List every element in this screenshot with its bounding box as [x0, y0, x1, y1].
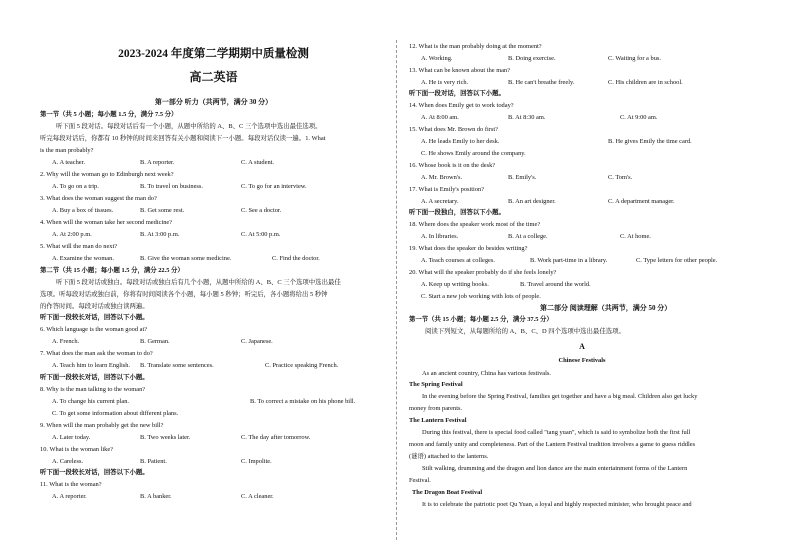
q16-stem: 16. Whose book is it on the desk?: [409, 162, 496, 169]
q6-option-b: B. German.: [140, 338, 170, 345]
q11-option-c: C. A cleaner.: [241, 493, 274, 500]
q15-option-a: A. He leads Emily to her desk.: [421, 138, 500, 145]
q11-option-a: A. A reporter.: [52, 493, 87, 500]
dragon-text-1: It is to celebrate the patriotic poet Qu Yuan, a loyal and highly respected minister, who brought peace and: [422, 501, 692, 508]
q14-stem: 14. When does Emily get to work today?: [409, 102, 514, 109]
q1-option-c: C. A student.: [241, 159, 275, 166]
dragon-boat-heading: The Dragon Boat Festival: [412, 489, 483, 496]
q15-stem: 15. What does Mr. Brown do first?: [409, 126, 498, 133]
q20-stem: 20. What will the speaker probably do if she feels lonely?: [409, 269, 557, 276]
lantern-text-2: moon and family unity and completeness. Part of the Lantern Festival tradition involves a game to guess riddles: [409, 441, 696, 448]
q5-option-a: A. Examine the woman.: [52, 255, 114, 262]
q1-option-b: B. A reporter.: [140, 159, 175, 166]
lantern-festival-heading: The Lantern Festival: [409, 417, 467, 424]
part2-section1-heading: 第一节（共 15 小题；每小题 2.5 分，满分 37.5 分）: [409, 316, 553, 323]
q16-option-b: B. Emily's.: [508, 174, 537, 181]
q7-stem: 7. What does the man ask the woman to do?: [40, 350, 153, 357]
q10-option-b: B. Patient.: [140, 458, 167, 465]
lantern-text-5: Festival.: [409, 477, 431, 484]
q8-option-b: B. To correct a mistake on his phone bill.: [250, 398, 356, 405]
q12-option-b: B. Doing exercise.: [508, 55, 556, 62]
dialogue10-note: 听下面一段对话，回答以下小题。: [409, 90, 505, 97]
q20-option-b: B. Travel around the world.: [520, 281, 591, 288]
dialogue6-note: 听下面一段较长对话，回答以下小题。: [40, 314, 149, 321]
q2-option-c: C. To go for an interview.: [241, 183, 307, 190]
q6-stem: 6. Which language is the woman good at?: [40, 326, 148, 333]
exam-title: 2023-2024 年度第二学期期中质量检测: [118, 48, 309, 60]
q13-stem: 13. What can be known about the man?: [409, 67, 511, 74]
section1-heading: 第一节（共 5 小题；每小题 1.5 分，满分 7.5 分）: [40, 111, 178, 118]
q9-option-b: B. Two weeks later.: [140, 434, 191, 441]
q11-stem: 11. What is the woman?: [40, 481, 102, 488]
column-divider: [396, 40, 397, 540]
spring-text-2: money from parents.: [409, 405, 463, 412]
part2-heading: 第二部分 阅读理解（共两节，满分 50 分）: [540, 304, 672, 312]
q10-option-c: C. Impolite.: [241, 458, 272, 465]
q15-option-c: C. He shows Emily around the company.: [421, 150, 526, 157]
q13-option-a: A. He is very rich.: [421, 79, 469, 86]
exam-subtitle: 高二英语: [189, 70, 238, 84]
q18-option-c: C. At home.: [620, 233, 651, 240]
q20-option-a: A. Keep up writing books.: [421, 281, 489, 288]
q18-option-a: A. In libraries.: [421, 233, 459, 240]
q7-option-c: C. Practice speaking French.: [265, 362, 339, 369]
q9-stem: 9. When will the man probably get the new bill?: [40, 422, 164, 429]
q9-option-c: C. The day after tomorrow.: [241, 434, 311, 441]
q10-option-a: A. Careless.: [52, 458, 84, 465]
q16-option-a: A. Mr. Brown's.: [421, 174, 463, 181]
q3-option-b: B. Get some rest.: [140, 207, 185, 214]
q18-stem: 18. Where does the speaker work most of the time?: [409, 221, 541, 228]
q12-option-c: C. Waiting for a bus.: [608, 55, 661, 62]
q14-option-c: C. At 9:00 am.: [620, 114, 658, 121]
section1-instruction-2: 听完每段对话后，你都有 10 秒钟的时间来回答有关小题和阅读下一小题。每段对话仅读一遍。1. What: [40, 135, 326, 142]
q17-stem: 17. What is Emily's position?: [409, 186, 485, 193]
lantern-text-1: During this festival, there is special food called "tang yuan", which is said to symbolize both the first full: [422, 429, 691, 436]
section1-instruction-3: is the man probably?: [40, 147, 94, 154]
q9-option-a: A. Later today.: [52, 434, 91, 441]
q5-option-c: C. Find the doctor.: [272, 255, 320, 262]
section2-heading: 第二节（共 15 小题；每小题 1.5 分，满分 22.5 分）: [40, 267, 184, 274]
part1-heading: 第一部分 听力（共两节，满分 30 分）: [154, 98, 273, 106]
q8-stem: 8. Why is the man talking to the woman?: [40, 386, 146, 393]
q8-option-c: C. To get some information about different plans.: [52, 410, 179, 417]
q13-option-b: B. He can't breathe freely.: [508, 79, 575, 86]
q10-stem: 10. What is the woman like?: [40, 446, 114, 453]
q12-option-a: A. Working.: [421, 55, 453, 62]
q1-option-a: A. A teacher.: [52, 159, 86, 166]
spring-text-1: In the evening before the Spring Festival, families get together and have a big meal. Children also get lucky: [422, 393, 698, 400]
q4-option-a: A. At 2:00 p.m.: [52, 231, 92, 238]
q19-option-c: C. Type letters for other people.: [636, 257, 718, 264]
q6-option-c: C. Japanese.: [241, 338, 273, 345]
q18-option-b: B. At a college.: [508, 233, 548, 240]
passage-intro: As an ancient country, China has various festivals.: [422, 370, 551, 377]
section1-instruction-1: 听下面 5 段对话。每段对话后有一个小题，从题中所给的 A、B、C 三个选项中选出最佳选项。: [56, 123, 322, 130]
q4-stem: 4. When will the woman take her second medicine?: [40, 219, 173, 226]
passage-title: Chinese Festivals: [558, 357, 606, 364]
q15-option-b: B. He gives Emily the time card.: [608, 138, 692, 145]
q12-stem: 12. What is the man probably doing at the moment?: [409, 43, 542, 50]
q17-option-a: A. A secretary.: [421, 198, 459, 205]
q3-option-a: A. Buy a box of tissues.: [52, 207, 114, 214]
dialogue9-note: 听下面一段较长对话，回答以下小题。: [40, 469, 149, 476]
q2-stem: 2. Why will the woman go to Edinburgh next week?: [40, 171, 174, 178]
q3-option-c: C. See a doctor.: [241, 207, 282, 214]
q13-option-c: C. His children are in school.: [608, 79, 683, 86]
passage-letter: A: [579, 342, 585, 351]
q19-option-a: A. Teach courses at colleges.: [421, 257, 495, 264]
q20-option-c: C. Start a new job working with lots of people.: [421, 293, 541, 300]
q2-option-a: A. To go on a trip.: [52, 183, 99, 190]
q16-option-c: C. Tom's.: [608, 174, 633, 181]
q8-option-a: A. To change his current plan.: [52, 398, 129, 405]
q14-option-b: B. At 8:30 am.: [508, 114, 546, 121]
q3-stem: 3. What does the woman suggest the man do?: [40, 195, 157, 202]
dialogue7-note: 听下面一段较长对话，回答以下小题。: [40, 374, 149, 381]
q19-stem: 19. What does the speaker do besides writing?: [409, 245, 528, 252]
q7-option-b: B. Translate some sentences.: [140, 362, 214, 369]
q7-option-a: A. Teach him to learn English.: [52, 362, 131, 369]
q4-option-b: B. At 3:00 p.m.: [140, 231, 180, 238]
q6-option-a: A. French.: [52, 338, 80, 345]
lantern-text-3: (谜语) attached to the lanterns.: [409, 453, 489, 460]
q4-option-c: C. At 5:00 p.m.: [241, 231, 281, 238]
part2-section1-instructions: 阅读下列短文，从每题所给的 A、B、C、D 四个选项中选出最佳选项。: [425, 328, 625, 335]
q19-option-b: B. Work part-time in a library.: [530, 257, 608, 264]
section2-instruction-2: 选项。听每段对话或独白前，你将有时间阅读各个小题，每小题 5 秒钟；听完后，各小题将给出 5 秒钟: [40, 291, 328, 298]
lantern-text-4: Stilt walking, drumming and the dragon and lion dance are the main entertainment forms of the Lantern: [422, 465, 688, 472]
q17-option-b: B. An art designer.: [508, 198, 556, 205]
q5-stem: 5. What will the man do next?: [40, 243, 118, 250]
q11-option-b: B. A banker.: [140, 493, 172, 500]
q2-option-b: B. To travel on business.: [140, 183, 203, 190]
dialogue11-note: 听下面一段独白，回答以下小题。: [409, 209, 505, 216]
section2-instruction-1: 听下面 5 段对话或独白。每段对话或独白后有几个小题，从题中所给的 A、B、C 三个选项中选出最佳: [56, 279, 341, 286]
q17-option-c: C. A department manager.: [608, 198, 675, 205]
section2-instruction-3: 的作答时间。每段对话或独白读两遍。: [40, 303, 149, 310]
spring-festival-heading: The Spring Festival: [409, 381, 463, 388]
q14-option-a: A. At 8:00 am.: [421, 114, 459, 121]
q5-option-b: B. Give the woman some medicine.: [140, 255, 232, 262]
